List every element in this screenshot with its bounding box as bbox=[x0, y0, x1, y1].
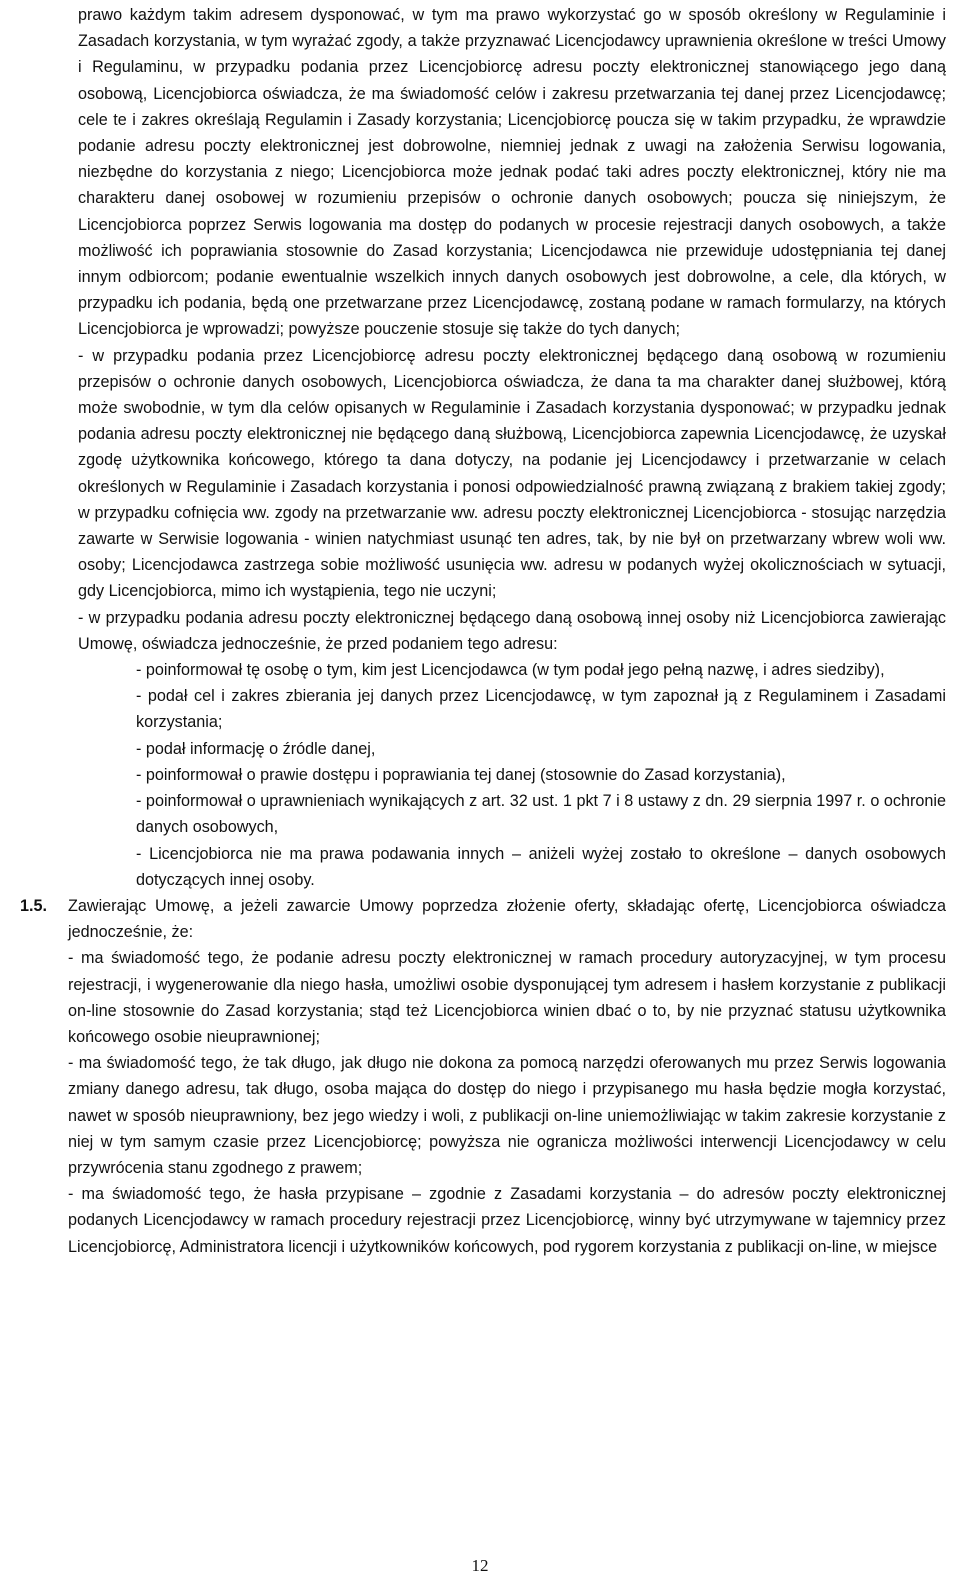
paragraph-third-party-email: - w przypadku podania adresu poczty elektronicznej będącego daną osobową innej osoby niż Licencjobiorca zawierając Umowę, oświadcza jednocześnie, że przed podaniem tego adresu: bbox=[78, 608, 946, 653]
list-item: - Licencjobiorca nie ma prawa podawania innych – aniżeli wyżej zostało to określone – danych osobowych dotyczących innej osoby. bbox=[136, 844, 946, 889]
section-1-5 bbox=[20, 893, 946, 1260]
list-item: - ma świadomość tego, że podanie adresu poczty elektronicznej w ramach procedury autoryzacyjnej, w tym procesu rejestracji, i wygenerowanie dla niego hasła, umożliwi osobie dysponującej tym adresem i hasłem korzystanie z publikacji on-line stosownie do Zasad korzystania; stąd też Licencjobiorca winien dbać o to, by nie przyznać statusu użytkownika końcowego osobie nieuprawnionej; bbox=[68, 949, 946, 1046]
list-item: - ma świadomość tego, że tak długo, jak długo nie dokona za pomocą narzędzi oferowanych mu przez Serwis logowania zmiany danego adresu, tak długo, osoba mająca do dostęp do niego i przypisanego mu hasła będzie mogła korzystać, nawet w sposób nieuprawniony, bez jego wiedzy i woli, z publikacji on-line uniemożliwiając w takim zakresie korzystanie z niej w tym samym czasie przez Licencjobiorcę; powyższa nie ogranicza możliwości interwencji Licencjodawcy w celu przywrócenia stanu zgodnego z prawem; bbox=[68, 1054, 946, 1177]
list-item: - ma świadomość tego, że hasła przypisane – zgodnie z Zasadami korzystania – do adresów poczty elektronicznej podanych Licencjodawcy w ramach procedury rejestracji przez Licencjobiorcę, winny być utrzymywane w tajemnicy przez Licencjobiorcę, Administratora licencji i użytkowników końcowych, pod rygorem korzystania z publikacji on-line, w miejsce bbox=[68, 1185, 946, 1256]
list-item: - podał informację o źródle danej, bbox=[136, 739, 376, 758]
section-intro: Zawierając Umowę, a jeżeli zawarcie Umowy poprzedza złożenie oferty, składając ofertę, Licencjobiorca oświadcza jednocześnie, że: bbox=[68, 896, 946, 942]
list-item: - podał cel i zakres zbierania jej danych przez Licencjodawcę, w tym zapoznał ją z Regulaminem i Zasadami korzystania; bbox=[136, 687, 946, 732]
section-number: 1.5. bbox=[20, 896, 48, 915]
page-number: 12 bbox=[471, 1556, 489, 1575]
sub-items-list bbox=[78, 657, 946, 893]
list-item: - poinformował tę osobę o tym, kim jest Licencjodawca (w tym podał jego pełną nazwę, i adres siedziby), bbox=[136, 661, 885, 680]
list-item: - poinformował o uprawnieniach wynikających z art. 32 ust. 1 pkt 7 i 8 ustawy z dn. 29 sierpnia 1997 r. o ochronie danych osobowych, bbox=[136, 792, 946, 837]
list-item: - poinformował o prawie dostępu i poprawiania tej danej (stosownie do Zasad korzystania), bbox=[136, 765, 786, 784]
paragraph-data-disposal: prawo każdym takim adresem dysponować, w tym ma prawo wykorzystać go w sposób określony w Regulaminie i Zasadach korzystania, w tym wyrażać zgody, a także przyznawać Licencjodawcy uprawnienia określone w treści Umowy i Regulaminu, w przypadku podania przez Licencjobiorcę adresu poczty elektronicznej stanowiącego jego daną osobową, Licencjobiorca oświadcza, że ma świadomość celów i zakresu przetwarzania tej danej przez Licencjodawcę; cele te i zakres określają Regulamin i Zasady korzystania; Licencjobiorcę poucza się w takim przypadku, że wprawdzie podanie adresu poczty elektronicznej jest dobrowolne, niemniej jednak z uwagi na założenia Serwisu logowania, niezbędne do korzystania z niego; Licencjobiorca może jednak podać taki adres poczty elektronicznej, który nie ma charakteru danej osobowej w rozumieniu przepisów o ochronie danych osobowych; poucza się niniejszym, że Licencjobiorca poprzez Serwis logowania ma dostęp do podanych w procesie rejestracji danych osobowych, a także możliwość ich poprawiania stosownie do Zasad korzystania; Licencjodawca nie przewiduje udostępniania tej danej innym odbiorcom; podanie ewentualnie wszelkich innych danych osobowych jest dobrowolne, a cele, dla których, w przypadku ich podania, będą one przetwarzane przez Licencjodawcę, zostaną podane w ramach formularzy, na których Licencjobiorca je wprowadzi; powyższe pouczenie stosuje się także do tych danych; bbox=[78, 6, 946, 339]
paragraph-business-email: - w przypadku podania przez Licencjobiorcę adresu poczty elektronicznej będącego daną osobową w rozumieniu przepisów o ochronie danych osobowych, Licencjobiorca oświadcza, że dana ta ma charakter danej służbowej, którą może swobodnie, w tym dla celów opisanych w Regulaminie i Zasadach korzystania dysponować; w przypadku jednak podania adresu poczty elektronicznej nie będącego daną służbową, Licencjobiorca zapewnia Licencjodawcę, że uzyskał zgodę użytkownika końcowego, którego ta dana dotyczy, na podanie jej Licencjodawcy i przetwarzanie w celach określonych w Regulaminie i Zasadach korzystania i ponosi odpowiedzialność prawną związaną z brakiem takiej zgody; w przypadku cofnięcia ww. zgody na przetwarzanie ww. adresu poczty elektronicznej Licencjobiorca - stosując narzędzia zawarte w Serwisie logowania - winien natychmiast usunąć ten adres, tak, by nie był on przetwarzany wbrew woli ww. osoby; Licencjodawca zastrzega sobie możliwość usunięcia ww. adresu w podanych wyżej okolicznościach w sytuacji, gdy Licencjobiorca, mimo ich wystąpienia, tego nie uczyni; bbox=[78, 346, 946, 601]
